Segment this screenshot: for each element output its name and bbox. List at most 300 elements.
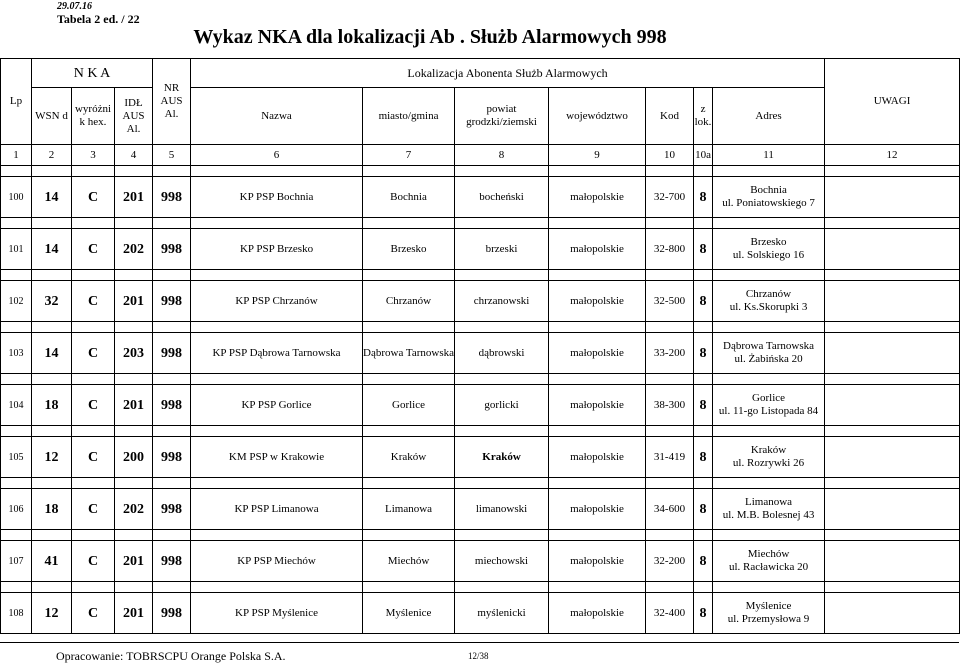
row-nr: 998: [153, 593, 191, 634]
row-kod: 38-300: [646, 385, 694, 426]
header-lp: Lp: [1, 59, 32, 145]
spacer-cell: [646, 166, 694, 177]
row-kod: 33-200: [646, 333, 694, 374]
spacer-cell: [549, 166, 646, 177]
row-nazwa: KP PSP Dąbrowa Tarnowska: [191, 333, 363, 374]
adres-street: ul. Racławicka 20: [728, 561, 809, 573]
spacer-cell: [694, 322, 713, 333]
row-kod: 32-800: [646, 229, 694, 270]
spacer-cell: [1, 530, 32, 541]
row-wsn: 18: [32, 385, 72, 426]
row-zlok: 8: [694, 541, 713, 582]
spacer-cell: [713, 166, 825, 177]
spacer-cell: [115, 322, 153, 333]
spacer-cell: [191, 270, 363, 281]
spacer-cell: [455, 426, 549, 437]
row-miasto: Brzesko: [363, 229, 455, 270]
spacer-cell: [713, 530, 825, 541]
row-zlok: 8: [694, 333, 713, 374]
spacer-cell: [191, 218, 363, 229]
header-wojewodztwo: województwo: [549, 88, 646, 145]
row-kod: 31-419: [646, 437, 694, 478]
header-miasto: miasto/gmina: [363, 88, 455, 145]
spacer-cell: [1, 270, 32, 281]
spacer-cell: [694, 374, 713, 385]
header-wyrozni: wyróżni k hex.: [72, 88, 115, 145]
table-row: [1, 333, 960, 374]
spacer-cell: [363, 478, 455, 489]
adres-street: ul. Solskiego 16: [732, 249, 805, 261]
spacer-cell: [363, 426, 455, 437]
row-miasto: Myślenice: [363, 593, 455, 634]
table-row: [1, 541, 960, 582]
page-number: 12/38: [468, 651, 489, 661]
row-wyrozni: C: [72, 489, 115, 530]
column-number: 8: [455, 145, 549, 166]
row-kod: 32-700: [646, 177, 694, 218]
table-row: [1, 489, 960, 530]
column-number: 1: [1, 145, 32, 166]
spacer-cell: [191, 426, 363, 437]
column-number: 5: [153, 145, 191, 166]
row-adres: [713, 281, 825, 322]
spacer-cell: [646, 270, 694, 281]
spacer-cell: [115, 426, 153, 437]
row-wojewodztwo: małopolskie: [549, 333, 646, 374]
row-miasto: Chrzanów: [363, 281, 455, 322]
row-wsn: 12: [32, 437, 72, 478]
row-idl: 200: [115, 437, 153, 478]
row-adres: [713, 489, 825, 530]
row-wyrozni: C: [72, 333, 115, 374]
column-number: 10a: [694, 145, 713, 166]
column-number: 10: [646, 145, 694, 166]
row-wojewodztwo: małopolskie: [549, 177, 646, 218]
column-number: 3: [72, 145, 115, 166]
row-wojewodztwo: małopolskie: [549, 541, 646, 582]
table-row: [1, 177, 960, 218]
row-miasto: Limanowa: [363, 489, 455, 530]
row-lp: 108: [1, 593, 32, 634]
spacer-cell: [153, 218, 191, 229]
row-uwagi: [825, 437, 960, 478]
spacer-cell: [549, 270, 646, 281]
spacer-cell: [713, 270, 825, 281]
row-spacer: [1, 374, 960, 385]
row-wojewodztwo: małopolskie: [549, 385, 646, 426]
row-wyrozni: C: [72, 177, 115, 218]
row-adres: [713, 437, 825, 478]
spacer-cell: [153, 478, 191, 489]
table-row: [1, 281, 960, 322]
spacer-cell: [713, 322, 825, 333]
row-nr: 998: [153, 229, 191, 270]
row-wojewodztwo: małopolskie: [549, 281, 646, 322]
header-nr: NR AUS Al.: [153, 59, 191, 145]
date-label: 29.07.16: [57, 1, 92, 12]
spacer-cell: [1, 322, 32, 333]
header-nazwa: Nazwa: [191, 88, 363, 145]
row-nazwa: KP PSP Bochnia: [191, 177, 363, 218]
row-idl: 201: [115, 385, 153, 426]
row-nazwa: KM PSP w Krakowie: [191, 437, 363, 478]
spacer-cell: [825, 478, 960, 489]
row-spacer: [1, 218, 960, 229]
spacer-cell: [72, 270, 115, 281]
spacer-cell: [825, 426, 960, 437]
spacer-cell: [115, 270, 153, 281]
spacer-cell: [32, 530, 72, 541]
spacer-cell: [191, 478, 363, 489]
row-spacer: [1, 426, 960, 437]
row-spacer: [1, 530, 960, 541]
adres-city: Miechów: [747, 548, 790, 560]
row-wojewodztwo: małopolskie: [549, 489, 646, 530]
spacer-cell: [713, 374, 825, 385]
row-zlok: 8: [694, 437, 713, 478]
row-nr: 998: [153, 385, 191, 426]
spacer-cell: [646, 582, 694, 593]
row-nazwa: KP PSP Myślenice: [191, 593, 363, 634]
row-adres: [713, 385, 825, 426]
row-spacer: [1, 582, 960, 593]
row-lp: 102: [1, 281, 32, 322]
row-zlok: 8: [694, 593, 713, 634]
row-uwagi: [825, 333, 960, 374]
row-powiat: bocheński: [455, 177, 549, 218]
header-idl: IDŁ AUS Al.: [115, 88, 153, 145]
footer-divider: [0, 642, 959, 643]
row-wyrozni: C: [72, 281, 115, 322]
spacer-cell: [549, 478, 646, 489]
column-number: 9: [549, 145, 646, 166]
spacer-cell: [363, 270, 455, 281]
row-kod: 34-600: [646, 489, 694, 530]
row-nazwa: KP PSP Limanowa: [191, 489, 363, 530]
row-wojewodztwo: małopolskie: [549, 437, 646, 478]
row-lp: 105: [1, 437, 32, 478]
row-nazwa: KP PSP Chrzanów: [191, 281, 363, 322]
row-uwagi: [825, 593, 960, 634]
row-lp: 107: [1, 541, 32, 582]
row-nr: 998: [153, 177, 191, 218]
spacer-cell: [363, 218, 455, 229]
row-kod: 32-400: [646, 593, 694, 634]
row-idl: 202: [115, 229, 153, 270]
adres-street: ul. M.B. Bolesnej 43: [722, 509, 815, 521]
spacer-cell: [694, 426, 713, 437]
header-zlok: z lok.: [694, 88, 713, 145]
row-miasto: Gorlice: [363, 385, 455, 426]
spacer-cell: [115, 166, 153, 177]
row-zlok: 8: [694, 229, 713, 270]
spacer-cell: [115, 478, 153, 489]
row-miasto: Bochnia: [363, 177, 455, 218]
spacer-cell: [1, 478, 32, 489]
spacer-cell: [32, 478, 72, 489]
row-wyrozni: C: [72, 593, 115, 634]
spacer-cell: [825, 374, 960, 385]
row-nr: 998: [153, 489, 191, 530]
row-nr: 998: [153, 437, 191, 478]
column-number: 12: [825, 145, 960, 166]
row-kod: 32-500: [646, 281, 694, 322]
spacer-cell: [363, 166, 455, 177]
spacer-cell: [549, 530, 646, 541]
row-powiat: chrzanowski: [455, 281, 549, 322]
row-uwagi: [825, 385, 960, 426]
column-number: 6: [191, 145, 363, 166]
row-adres: [713, 177, 825, 218]
spacer-cell: [825, 582, 960, 593]
column-number-row: [1, 145, 960, 166]
row-miasto: Kraków: [363, 437, 455, 478]
column-number: 4: [115, 145, 153, 166]
row-wsn: 14: [32, 177, 72, 218]
table-label: Tabela 2 ed. / 22: [57, 12, 140, 26]
spacer-cell: [646, 530, 694, 541]
spacer-cell: [153, 270, 191, 281]
spacer-cell: [549, 322, 646, 333]
header-powiat: powiat grodzki/ziemski: [455, 88, 549, 145]
row-wsn: 41: [32, 541, 72, 582]
spacer-cell: [191, 374, 363, 385]
row-lp: 104: [1, 385, 32, 426]
spacer-cell: [32, 426, 72, 437]
row-adres: [713, 593, 825, 634]
spacer-cell: [72, 530, 115, 541]
spacer-cell: [825, 166, 960, 177]
row-nazwa: KP PSP Brzesko: [191, 229, 363, 270]
spacer-cell: [115, 530, 153, 541]
row-idl: 202: [115, 489, 153, 530]
row-zlok: 8: [694, 177, 713, 218]
spacer-cell: [455, 322, 549, 333]
spacer-cell: [646, 426, 694, 437]
row-nazwa: KP PSP Gorlice: [191, 385, 363, 426]
header-nka: N K A: [32, 59, 153, 88]
spacer-cell: [455, 530, 549, 541]
header-adres: Adres: [713, 88, 825, 145]
row-miasto: Dąbrowa Tarnowska: [363, 333, 455, 374]
spacer-cell: [549, 374, 646, 385]
adres-street: ul. Przemysłowa 9: [727, 613, 810, 625]
spacer-cell: [713, 478, 825, 489]
row-uwagi: [825, 489, 960, 530]
row-wsn: 32: [32, 281, 72, 322]
row-zlok: 8: [694, 385, 713, 426]
spacer-cell: [825, 218, 960, 229]
spacer-cell: [72, 426, 115, 437]
spacer-cell: [191, 166, 363, 177]
row-powiat: limanowski: [455, 489, 549, 530]
adres-city: Chrzanów: [745, 288, 792, 300]
row-wsn: 12: [32, 593, 72, 634]
adres-street: ul. Rozrywki 26: [732, 457, 805, 469]
row-idl: 201: [115, 541, 153, 582]
footer-prepared: Opracowanie: TOBRSCPU Orange Polska S.A.: [56, 649, 286, 663]
row-spacer: [1, 166, 960, 177]
row-zlok: 8: [694, 489, 713, 530]
spacer-cell: [455, 582, 549, 593]
row-uwagi: [825, 229, 960, 270]
row-wojewodztwo: małopolskie: [549, 593, 646, 634]
spacer-cell: [191, 530, 363, 541]
spacer-cell: [646, 478, 694, 489]
spacer-cell: [153, 530, 191, 541]
adres-street: ul. 11-go Listopada 84: [718, 405, 819, 417]
table-row: [1, 229, 960, 270]
spacer-cell: [1, 166, 32, 177]
row-wyrozni: C: [72, 385, 115, 426]
row-spacer: [1, 478, 960, 489]
spacer-cell: [825, 270, 960, 281]
header-uwagi: UWAGI: [825, 59, 960, 145]
spacer-cell: [72, 374, 115, 385]
spacer-cell: [455, 374, 549, 385]
spacer-cell: [363, 582, 455, 593]
spacer-cell: [191, 582, 363, 593]
row-spacer: [1, 322, 960, 333]
row-wsn: 18: [32, 489, 72, 530]
spacer-cell: [32, 218, 72, 229]
row-wsn: 14: [32, 333, 72, 374]
spacer-cell: [1, 374, 32, 385]
adres-city: Myślenice: [745, 600, 792, 612]
spacer-cell: [1, 426, 32, 437]
spacer-cell: [549, 426, 646, 437]
table-row: [1, 593, 960, 634]
spacer-cell: [694, 582, 713, 593]
row-wyrozni: C: [72, 541, 115, 582]
spacer-cell: [153, 582, 191, 593]
spacer-cell: [825, 530, 960, 541]
table-row: [1, 385, 960, 426]
row-nr: 998: [153, 333, 191, 374]
row-powiat: miechowski: [455, 541, 549, 582]
spacer-cell: [694, 218, 713, 229]
spacer-cell: [549, 582, 646, 593]
spacer-cell: [153, 322, 191, 333]
row-powiat: myślenicki: [455, 593, 549, 634]
spacer-cell: [72, 322, 115, 333]
row-nr: 998: [153, 281, 191, 322]
spacer-cell: [694, 166, 713, 177]
spacer-cell: [153, 166, 191, 177]
adres-city: Limanowa: [745, 496, 793, 508]
row-kod: 32-200: [646, 541, 694, 582]
spacer-cell: [363, 322, 455, 333]
adres-city: Dąbrowa Tarnowska: [723, 340, 815, 352]
spacer-cell: [694, 478, 713, 489]
row-lp: 100: [1, 177, 32, 218]
row-powiat: gorlicki: [455, 385, 549, 426]
row-idl: 201: [115, 177, 153, 218]
spacer-cell: [32, 270, 72, 281]
adres-street: ul. Ks.Skorupki 3: [729, 301, 808, 313]
spacer-cell: [549, 218, 646, 229]
spacer-cell: [32, 166, 72, 177]
row-adres: [713, 541, 825, 582]
column-number: 2: [32, 145, 72, 166]
spacer-cell: [713, 426, 825, 437]
spacer-cell: [713, 582, 825, 593]
adres-city: Gorlice: [752, 392, 786, 404]
adres-city: Bochnia: [750, 184, 787, 196]
spacer-cell: [646, 322, 694, 333]
spacer-cell: [1, 218, 32, 229]
row-spacer: [1, 270, 960, 281]
spacer-cell: [32, 582, 72, 593]
row-powiat: brzeski: [455, 229, 549, 270]
spacer-cell: [455, 166, 549, 177]
spacer-cell: [713, 218, 825, 229]
row-uwagi: [825, 177, 960, 218]
spacer-cell: [363, 374, 455, 385]
row-miasto: Miechów: [363, 541, 455, 582]
spacer-cell: [646, 218, 694, 229]
spacer-cell: [363, 530, 455, 541]
row-nazwa: KP PSP Miechów: [191, 541, 363, 582]
row-zlok: 8: [694, 281, 713, 322]
header-kod: Kod: [646, 88, 694, 145]
spacer-cell: [32, 322, 72, 333]
spacer-cell: [1, 582, 32, 593]
adres-city: Brzesko: [750, 236, 787, 248]
header-wsn: WSN d: [32, 88, 72, 145]
spacer-cell: [455, 270, 549, 281]
row-wyrozni: C: [72, 437, 115, 478]
row-idl: 201: [115, 593, 153, 634]
row-uwagi: [825, 281, 960, 322]
spacer-cell: [115, 218, 153, 229]
spacer-cell: [825, 322, 960, 333]
page-title: Wykaz NKA dla lokalizacji Ab . Służb Alarmowych 998: [193, 26, 667, 48]
spacer-cell: [72, 478, 115, 489]
spacer-cell: [32, 374, 72, 385]
adres-street: ul. Żabińska 20: [734, 353, 803, 365]
row-powiat: dąbrowski: [455, 333, 549, 374]
row-uwagi: [825, 541, 960, 582]
spacer-cell: [153, 374, 191, 385]
column-number: 7: [363, 145, 455, 166]
spacer-cell: [72, 582, 115, 593]
spacer-cell: [191, 322, 363, 333]
row-adres: [713, 333, 825, 374]
row-powiat: Kraków: [455, 437, 549, 478]
spacer-cell: [115, 582, 153, 593]
adres-city: Kraków: [750, 444, 787, 456]
spacer-cell: [115, 374, 153, 385]
spacer-cell: [72, 218, 115, 229]
column-number: 11: [713, 145, 825, 166]
row-wojewodztwo: małopolskie: [549, 229, 646, 270]
header-lokalizacja: Lokalizacja Abonenta Służb Alarmowych: [191, 59, 825, 88]
spacer-cell: [646, 374, 694, 385]
nka-table: [0, 58, 960, 634]
spacer-cell: [72, 166, 115, 177]
spacer-cell: [153, 426, 191, 437]
table-row: [1, 437, 960, 478]
row-lp: 101: [1, 229, 32, 270]
row-lp: 103: [1, 333, 32, 374]
row-lp: 106: [1, 489, 32, 530]
row-wsn: 14: [32, 229, 72, 270]
spacer-cell: [694, 530, 713, 541]
row-wyrozni: C: [72, 229, 115, 270]
spacer-cell: [694, 270, 713, 281]
row-adres: [713, 229, 825, 270]
